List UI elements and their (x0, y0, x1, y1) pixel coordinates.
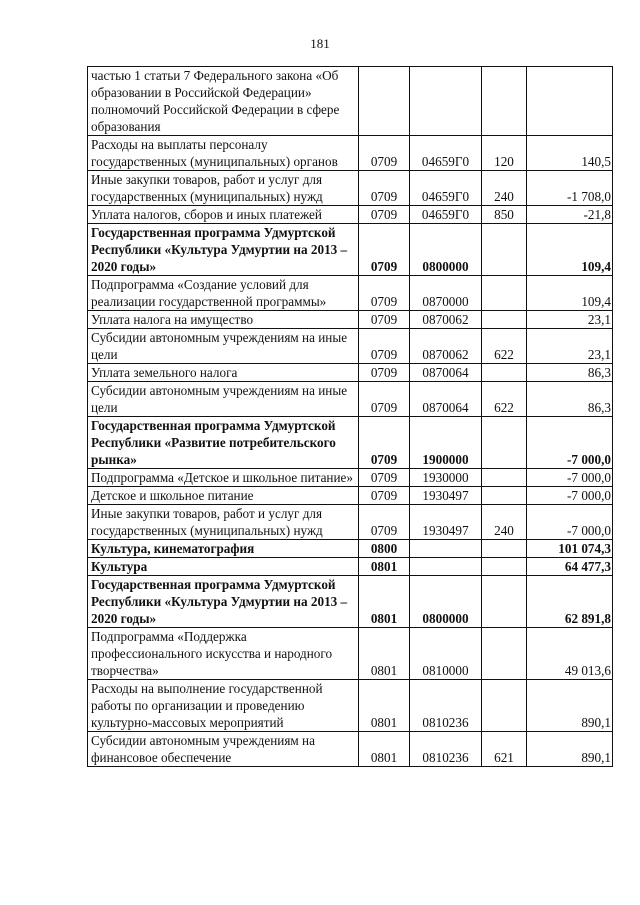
section-code-cell: 0709 (359, 505, 410, 540)
expense-type-cell (482, 469, 527, 487)
section-code-cell: 0801 (359, 680, 410, 732)
section-code-cell (359, 67, 410, 136)
section-code-cell: 0709 (359, 171, 410, 206)
table-row (88, 469, 613, 487)
row-name-cell: Иные закупки товаров, работ и услуг для государственных (муниципальных) нужд (88, 171, 359, 206)
target-article-cell: 0810000 (410, 628, 482, 680)
row-name-cell: Уплата налога на имущество (88, 311, 359, 329)
amount-cell: 64 477,3 (527, 558, 613, 576)
target-article-cell (410, 558, 482, 576)
row-name-cell: Подпрограмма «Поддержка профессионального искусства и народного творчества» (88, 628, 359, 680)
expense-type-cell (482, 540, 527, 558)
section-code-cell: 0709 (359, 206, 410, 224)
row-name-cell: Иные закупки товаров, работ и услуг для государственных (муниципальных) нужд (88, 505, 359, 540)
budget-table-body (88, 67, 613, 767)
section-code-cell: 0709 (359, 487, 410, 505)
amount-cell: 49 013,6 (527, 628, 613, 680)
section-code-cell: 0709 (359, 382, 410, 417)
section-code-cell: 0709 (359, 224, 410, 276)
table-row (88, 276, 613, 311)
amount-cell: -1 708,0 (527, 171, 613, 206)
expense-type-cell: 850 (482, 206, 527, 224)
expense-type-cell (482, 224, 527, 276)
expense-type-cell: 622 (482, 382, 527, 417)
target-article-cell: 04659Г0 (410, 171, 482, 206)
target-article-cell: 0810236 (410, 732, 482, 767)
amount-cell: 109,4 (527, 276, 613, 311)
table-row (88, 382, 613, 417)
target-article-cell: 0870064 (410, 382, 482, 417)
expense-type-cell (482, 417, 527, 469)
table-row (88, 558, 613, 576)
expense-type-cell (482, 576, 527, 628)
table-row (88, 311, 613, 329)
target-article-cell: 0870062 (410, 329, 482, 364)
table-row (88, 417, 613, 469)
amount-cell: 109,4 (527, 224, 613, 276)
row-name-cell: Расходы на выполнение государственной работы по организации и проведению культурно-массовых мероприятий (88, 680, 359, 732)
amount-cell: -7 000,0 (527, 469, 613, 487)
amount-cell: 101 074,3 (527, 540, 613, 558)
target-article-cell: 0810236 (410, 680, 482, 732)
table-row (88, 329, 613, 364)
table-row (88, 171, 613, 206)
expense-type-cell (482, 628, 527, 680)
target-article-cell: 0870064 (410, 364, 482, 382)
section-code-cell: 0709 (359, 311, 410, 329)
table-row (88, 732, 613, 767)
section-code-cell: 0801 (359, 628, 410, 680)
amount-cell: 62 891,8 (527, 576, 613, 628)
table-row (88, 364, 613, 382)
row-name-cell: Культура (88, 558, 359, 576)
target-article-cell: 0870062 (410, 311, 482, 329)
expense-type-cell (482, 364, 527, 382)
amount-cell: 86,3 (527, 364, 613, 382)
target-article-cell (410, 540, 482, 558)
table-row (88, 136, 613, 171)
amount-cell: 86,3 (527, 382, 613, 417)
target-article-cell: 0800000 (410, 576, 482, 628)
amount-cell: -7 000,0 (527, 417, 613, 469)
table-row (88, 67, 613, 136)
target-article-cell: 0800000 (410, 224, 482, 276)
target-article-cell (410, 67, 482, 136)
row-name-cell: Расходы на выплаты персоналу государственных (муниципальных) органов (88, 136, 359, 171)
target-article-cell: 1930497 (410, 487, 482, 505)
row-name-cell: Подпрограмма «Создание условий для реализации государственной программы» (88, 276, 359, 311)
amount-cell: 890,1 (527, 732, 613, 767)
target-article-cell: 04659Г0 (410, 206, 482, 224)
page-number: 181 (310, 36, 330, 51)
amount-cell: -7 000,0 (527, 487, 613, 505)
expense-type-cell: 240 (482, 171, 527, 206)
section-code-cell: 0709 (359, 417, 410, 469)
row-name-cell: Субсидии автономным учреждениям на финансовое обеспечение (88, 732, 359, 767)
table-row (88, 505, 613, 540)
row-name-cell: Детское и школьное питание (88, 487, 359, 505)
row-name-cell: Государственная программа Удмуртской Республики «Культура Удмуртии на 2013 – 2020 годы» (88, 576, 359, 628)
amount-cell: -7 000,0 (527, 505, 613, 540)
row-name-cell: Государственная программа Удмуртской Республики «Развитие потребительского рынка» (88, 417, 359, 469)
expense-type-cell (482, 67, 527, 136)
expense-type-cell (482, 487, 527, 505)
table-row (88, 540, 613, 558)
expense-type-cell: 622 (482, 329, 527, 364)
section-code-cell: 0801 (359, 732, 410, 767)
target-article-cell: 1900000 (410, 417, 482, 469)
table-row (88, 576, 613, 628)
row-name-cell: Уплата налогов, сборов и иных платежей (88, 206, 359, 224)
expense-type-cell: 240 (482, 505, 527, 540)
amount-cell: 140,5 (527, 136, 613, 171)
table-row (88, 680, 613, 732)
expense-type-cell (482, 311, 527, 329)
table-row (88, 628, 613, 680)
amount-cell: 23,1 (527, 329, 613, 364)
section-code-cell: 0800 (359, 540, 410, 558)
amount-cell (527, 67, 613, 136)
row-name-cell: Уплата земельного налога (88, 364, 359, 382)
expense-type-cell (482, 558, 527, 576)
section-code-cell: 0801 (359, 576, 410, 628)
row-name-cell: Субсидии автономным учреждениям на иные цели (88, 329, 359, 364)
target-article-cell: 0870000 (410, 276, 482, 311)
budget-table (87, 66, 613, 767)
row-name-cell: Подпрограмма «Детское и школьное питание» (88, 469, 359, 487)
table-row (88, 487, 613, 505)
section-code-cell: 0709 (359, 329, 410, 364)
section-code-cell: 0709 (359, 136, 410, 171)
target-article-cell: 04659Г0 (410, 136, 482, 171)
expense-type-cell (482, 680, 527, 732)
section-code-cell: 0709 (359, 364, 410, 382)
expense-type-cell (482, 276, 527, 311)
row-name-cell: Культура, кинематография (88, 540, 359, 558)
expense-type-cell: 120 (482, 136, 527, 171)
row-name-cell: Государственная программа Удмуртской Республики «Культура Удмуртии на 2013 – 2020 годы» (88, 224, 359, 276)
amount-cell: 890,1 (527, 680, 613, 732)
amount-cell: -21,8 (527, 206, 613, 224)
target-article-cell: 1930000 (410, 469, 482, 487)
section-code-cell: 0801 (359, 558, 410, 576)
expense-type-cell: 621 (482, 732, 527, 767)
table-row (88, 206, 613, 224)
amount-cell: 23,1 (527, 311, 613, 329)
section-code-cell: 0709 (359, 276, 410, 311)
target-article-cell: 1930497 (410, 505, 482, 540)
section-code-cell: 0709 (359, 469, 410, 487)
row-name-cell: Субсидии автономным учреждениям на иные цели (88, 382, 359, 417)
table-row (88, 224, 613, 276)
row-name-cell: частью 1 статьи 7 Федерального закона «Об образовании в Российской Федерации» полномочий Российской Федерации в сфере образования (88, 67, 359, 136)
